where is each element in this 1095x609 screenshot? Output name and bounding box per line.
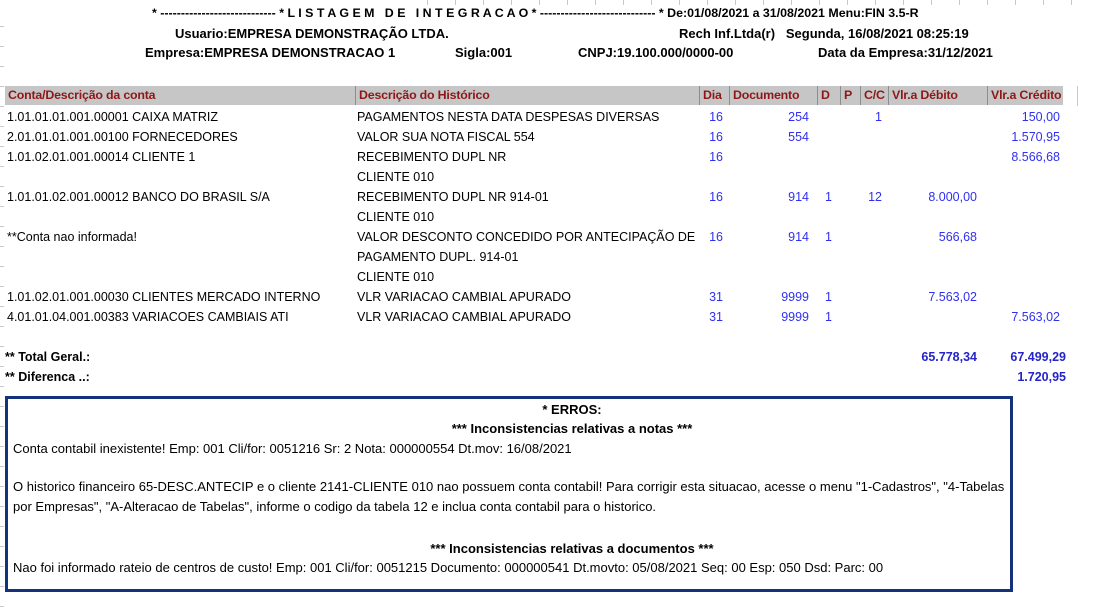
column-header-documento[interactable]: Documento: [729, 86, 817, 105]
cell-cred[interactable]: 8.566,68: [1011, 150, 1060, 164]
cell-deb[interactable]: [888, 307, 987, 327]
cell-d[interactable]: 1: [825, 310, 832, 324]
row-gridline-tick: [0, 306, 4, 307]
cell-p[interactable]: [840, 207, 860, 227]
cell-deb[interactable]: [888, 147, 987, 167]
row-gridline-tick: [0, 566, 4, 567]
table-row: [5, 167, 1063, 187]
cell-conta[interactable]: 1.01.01.02.001.00012 BANCO DO BRASIL S/A: [7, 190, 270, 204]
column-gridline-tick: [1043, 0, 1044, 5]
cell-cc[interactable]: [860, 207, 888, 227]
cell-deb[interactable]: [888, 247, 987, 267]
row-gridline-tick: [0, 106, 4, 107]
column-gridline-tick: [791, 0, 792, 5]
row-gridline-tick: [0, 66, 4, 67]
cell-hist[interactable]: VLR VARIACAO CAMBIAL APURADO: [357, 310, 571, 324]
row-gridline-tick: [0, 86, 4, 87]
cell-cred[interactable]: 150,00: [1021, 110, 1060, 124]
table-row: [5, 307, 1063, 327]
cell-hist[interactable]: CLIENTE 010: [357, 270, 435, 284]
cell-doc[interactable]: [729, 167, 817, 187]
row-gridline-tick: [0, 366, 4, 367]
column-gridline-tick: [1015, 0, 1016, 5]
cell-deb[interactable]: [888, 127, 987, 147]
row-gridline-tick: [0, 186, 4, 187]
column-gridline-tick: [903, 0, 904, 5]
cell-dia[interactable]: 16: [709, 150, 723, 164]
cell-dia[interactable]: [699, 207, 729, 227]
cell-deb[interactable]: 566,68: [938, 230, 977, 244]
row-gridline-tick: [0, 266, 4, 267]
row-gridline-tick: [0, 146, 4, 147]
cell-conta[interactable]: 1.01.02.01.001.00030 CLIENTES MERCADO INTERNO: [7, 290, 321, 304]
cell-dia[interactable]: 31: [709, 290, 723, 304]
data-empresa-line[interactable]: Data da Empresa:31/12/2021: [818, 45, 993, 60]
cell-conta[interactable]: 1.01.01.01.001.00001 CAIXA MATRIZ: [7, 110, 219, 124]
column-header-historico[interactable]: Descrição do Histórico: [355, 86, 699, 105]
cell-conta[interactable]: [5, 247, 355, 267]
cell-cred[interactable]: 7.563,02: [1011, 310, 1060, 324]
cell-p[interactable]: [840, 227, 860, 247]
row-gridline-tick: [0, 586, 4, 587]
cell-doc[interactable]: 914: [788, 230, 809, 244]
cell-p[interactable]: [840, 287, 860, 307]
table-row: [5, 107, 1063, 127]
cell-hist[interactable]: CLIENTE 010: [357, 170, 435, 184]
cell-cred[interactable]: [987, 227, 1063, 247]
cnpj-line[interactable]: CNPJ:19.100.000/0000-00: [578, 45, 734, 60]
cell-doc[interactable]: 9999: [781, 310, 809, 324]
cell-cc[interactable]: [860, 267, 888, 287]
row-gridline-tick: [0, 346, 4, 347]
cell-d[interactable]: 1: [825, 290, 832, 304]
column-gridline-tick: [651, 0, 652, 5]
cell-hist[interactable]: CLIENTE 010: [357, 210, 435, 224]
row-gridline-tick: [0, 386, 4, 387]
row-gridline-tick: [0, 446, 4, 447]
cell-deb[interactable]: 7.563,02: [928, 290, 977, 304]
table-row: [5, 187, 1063, 207]
column-gridline-tick: [539, 0, 540, 5]
cell-conta[interactable]: [5, 267, 355, 287]
cell-p[interactable]: [840, 107, 860, 127]
row-gridline-tick: [0, 286, 4, 287]
column-header-conta[interactable]: Conta/Descrição da conta: [8, 88, 156, 102]
cell-d[interactable]: [817, 167, 840, 187]
cell-d[interactable]: [817, 127, 840, 147]
column-gridline-tick: [455, 0, 456, 5]
column-gridline-tick: [679, 0, 680, 5]
row-gridline-tick: [0, 506, 4, 507]
row-gridline-tick: [0, 246, 4, 247]
cell-deb[interactable]: [888, 207, 987, 227]
cell-cred[interactable]: [987, 187, 1063, 207]
row-gridline-tick: [0, 166, 4, 167]
cell-p[interactable]: [840, 167, 860, 187]
cell-deb[interactable]: [888, 107, 987, 127]
errors-title[interactable]: * ERROS:: [542, 402, 602, 417]
cell-hist[interactable]: PAGAMENTO DUPL. 914-01: [357, 250, 519, 264]
cell-cred[interactable]: [987, 287, 1063, 307]
table-row: [5, 207, 1063, 227]
column-gridline-tick: [763, 0, 764, 5]
cell-hist[interactable]: RECEBIMENTO DUPL NR: [357, 150, 507, 164]
cell-p[interactable]: [840, 307, 860, 327]
gridline-stub: [1077, 86, 1078, 106]
cell-cc[interactable]: 12: [868, 190, 882, 204]
cell-cred[interactable]: [987, 247, 1063, 267]
cell-d[interactable]: [817, 207, 840, 227]
errors-docs-header[interactable]: *** Inconsistencias relativas a documentos ***: [430, 541, 714, 556]
total-credito-value[interactable]: 67.499,29: [1010, 350, 1066, 364]
column-header-d[interactable]: D: [817, 86, 840, 105]
row-gridline-tick: [0, 466, 4, 467]
cell-cc[interactable]: [860, 287, 888, 307]
cell-d[interactable]: 1: [825, 190, 832, 204]
column-gridline-tick: [735, 0, 736, 5]
cell-dia[interactable]: 16: [709, 190, 723, 204]
empresa-line[interactable]: Empresa:EMPRESA DEMONSTRACAO 1: [145, 45, 396, 60]
sigla-line[interactable]: Sigla:001: [455, 45, 513, 60]
cell-dia[interactable]: 16: [709, 130, 723, 144]
row-gridline-tick: [0, 326, 4, 327]
error-doc-line[interactable]: Nao foi informado rateio de centros de custo! Emp: 001 Cli/for: 0051215 Documento: 000000541 Dt.movto: 05/08/2021 Seq: 00 Esp: 050 Dsd: Parc: 00: [13, 560, 884, 575]
column-header-cc[interactable]: C/C: [860, 86, 888, 105]
cell-deb[interactable]: [888, 267, 987, 287]
cell-doc[interactable]: 9999: [781, 290, 809, 304]
cell-dia[interactable]: 16: [709, 110, 723, 124]
row-gridline-tick: [0, 526, 4, 527]
column-gridline-tick: [959, 0, 960, 5]
cell-d[interactable]: [817, 107, 840, 127]
cell-deb[interactable]: [888, 167, 987, 187]
cell-cc[interactable]: [860, 147, 888, 167]
column-gridline-tick: [511, 0, 512, 5]
column-gridline-tick: [567, 0, 568, 5]
column-header-credito[interactable]: Vlr.a Crédito: [987, 86, 1063, 105]
report-title-line[interactable]: * ---------------------------- * L I S T A G E M D E I N T E G R A C A O * ---------------------------- * De:01/08/2021 a 31/08/2021 Menu:FIN 3.5-R: [152, 6, 919, 20]
column-gridline-tick: [707, 0, 708, 5]
column-gridline-tick: [595, 0, 596, 5]
column-gridline-tick: [847, 0, 848, 5]
cell-hist[interactable]: PAGAMENTOS NESTA DATA DESPESAS DIVERSAS: [357, 110, 660, 124]
cell-cc[interactable]: [860, 167, 888, 187]
row-gridline-tick: [0, 226, 4, 227]
cell-dia[interactable]: 16: [709, 230, 723, 244]
column-gridline-tick: [987, 0, 988, 5]
cell-doc[interactable]: [729, 147, 817, 167]
cell-d[interactable]: [817, 147, 840, 167]
cell-d[interactable]: 1: [825, 230, 832, 244]
cell-doc[interactable]: 254: [788, 110, 809, 124]
total-debito-value[interactable]: 65.778,34: [921, 350, 977, 364]
cell-conta[interactable]: [5, 167, 355, 187]
cell-doc[interactable]: [729, 267, 817, 287]
diferenca-credito-value[interactable]: 1.720,95: [1017, 370, 1066, 384]
cell-conta[interactable]: [5, 207, 355, 227]
cell-cred[interactable]: 1.570,95: [1011, 130, 1060, 144]
cell-conta[interactable]: 2.01.01.01.001.00100 FORNECEDORES: [7, 130, 238, 144]
row-gridline-tick: [0, 606, 4, 607]
table-row: [5, 147, 1063, 167]
cell-d[interactable]: [817, 247, 840, 267]
table-row: [5, 267, 1063, 287]
total-geral-label[interactable]: ** Total Geral.:: [5, 350, 91, 364]
cell-cred[interactable]: [987, 267, 1063, 287]
row-gridline-tick: [0, 486, 4, 487]
cell-deb[interactable]: 8.000,00: [928, 190, 977, 204]
table-row: [5, 127, 1063, 147]
row-gridline-tick: [0, 546, 4, 547]
cell-cc[interactable]: [860, 247, 888, 267]
cell-p[interactable]: [840, 267, 860, 287]
cell-hist[interactable]: VLR VARIACAO CAMBIAL APURADO: [357, 290, 571, 304]
cell-hist[interactable]: RECEBIMENTO DUPL NR 914-01: [357, 190, 549, 204]
error-fix-paragraph[interactable]: O historico financeiro 65-DESC.ANTECIP e o cliente 2141-CLIENTE 010 nao possuem conta contabil! Para corrigir esta situacao, acesse o menu "1-Cadastros", "4-Tabelas por Empresas", "A-Alteracao de Tabelas", informe o codigo da tabela 12 e inclua conta contabil para o historico.: [13, 479, 1005, 514]
cell-doc[interactable]: 914: [788, 190, 809, 204]
row-gridline-tick: [0, 46, 4, 47]
diferenca-label[interactable]: ** Diferenca ..:: [5, 370, 90, 384]
cell-cc[interactable]: 1: [875, 110, 882, 124]
cell-dia[interactable]: [699, 247, 729, 267]
cell-p[interactable]: [840, 187, 860, 207]
cell-p[interactable]: [840, 247, 860, 267]
column-gridline-tick: [623, 0, 624, 5]
cell-dia[interactable]: [699, 167, 729, 187]
cell-p[interactable]: [840, 127, 860, 147]
column-gridline-tick: [483, 0, 484, 5]
cell-conta[interactable]: 1.01.02.01.001.00014 CLIENTE 1: [7, 150, 196, 164]
cell-cred[interactable]: [987, 207, 1063, 227]
cell-cc[interactable]: [860, 227, 888, 247]
cell-conta[interactable]: 4.01.01.04.001.00383 VARIACOES CAMBIAIS ATI: [7, 310, 289, 324]
row-gridline-tick: [0, 206, 4, 207]
cell-doc[interactable]: 554: [788, 130, 809, 144]
column-gridline-tick: [427, 0, 428, 5]
row-gridline-tick: [0, 426, 4, 427]
cell-conta[interactable]: **Conta nao informada!: [7, 230, 137, 244]
column-gridline-tick: [1071, 0, 1072, 5]
vendor-datetime-line[interactable]: Rech Inf.Ltda(r) Segunda, 16/08/2021 08:25:19: [679, 26, 969, 41]
cell-dia[interactable]: [699, 267, 729, 287]
table-row: [5, 247, 1063, 267]
column-header-debito[interactable]: Vlr.a Débito: [888, 86, 987, 105]
cell-p[interactable]: [840, 147, 860, 167]
cell-dia[interactable]: 31: [709, 310, 723, 324]
column-header-dia[interactable]: Dia: [699, 86, 729, 105]
errors-notes-header[interactable]: *** Inconsistencias relativas a notas ***: [451, 421, 693, 436]
row-gridline-tick: [0, 126, 4, 127]
cell-cred[interactable]: [987, 167, 1063, 187]
cell-doc[interactable]: [729, 247, 817, 267]
table-row: [5, 227, 1063, 247]
table-row: [5, 287, 1063, 307]
row-gridline-tick: [0, 26, 4, 27]
error-note-line[interactable]: Conta contabil inexistente! Emp: 001 Cli/for: 0051216 Sr: 2 Nota: 000000554 Dt.mov: 16/08/2021: [13, 441, 572, 456]
cell-hist[interactable]: VALOR DESCONTO CONCEDIDO POR ANTECIPAÇÃO DE: [357, 230, 696, 244]
column-gridline-tick: [875, 0, 876, 5]
column-gridline-tick: [931, 0, 932, 5]
column-gridline-tick: [819, 0, 820, 5]
row-gridline-tick: [0, 406, 4, 407]
cell-cc[interactable]: [860, 127, 888, 147]
column-header-p[interactable]: P: [840, 86, 860, 105]
cell-doc[interactable]: [729, 207, 817, 227]
errors-panel: [5, 396, 1013, 592]
usuario-line[interactable]: Usuario:EMPRESA DEMONSTRAÇÃO LTDA.: [175, 26, 449, 41]
cell-cc[interactable]: [860, 307, 888, 327]
table-header-row: [5, 86, 1063, 105]
cell-hist[interactable]: VALOR SUA NOTA FISCAL 554: [357, 130, 535, 144]
cell-d[interactable]: [817, 267, 840, 287]
